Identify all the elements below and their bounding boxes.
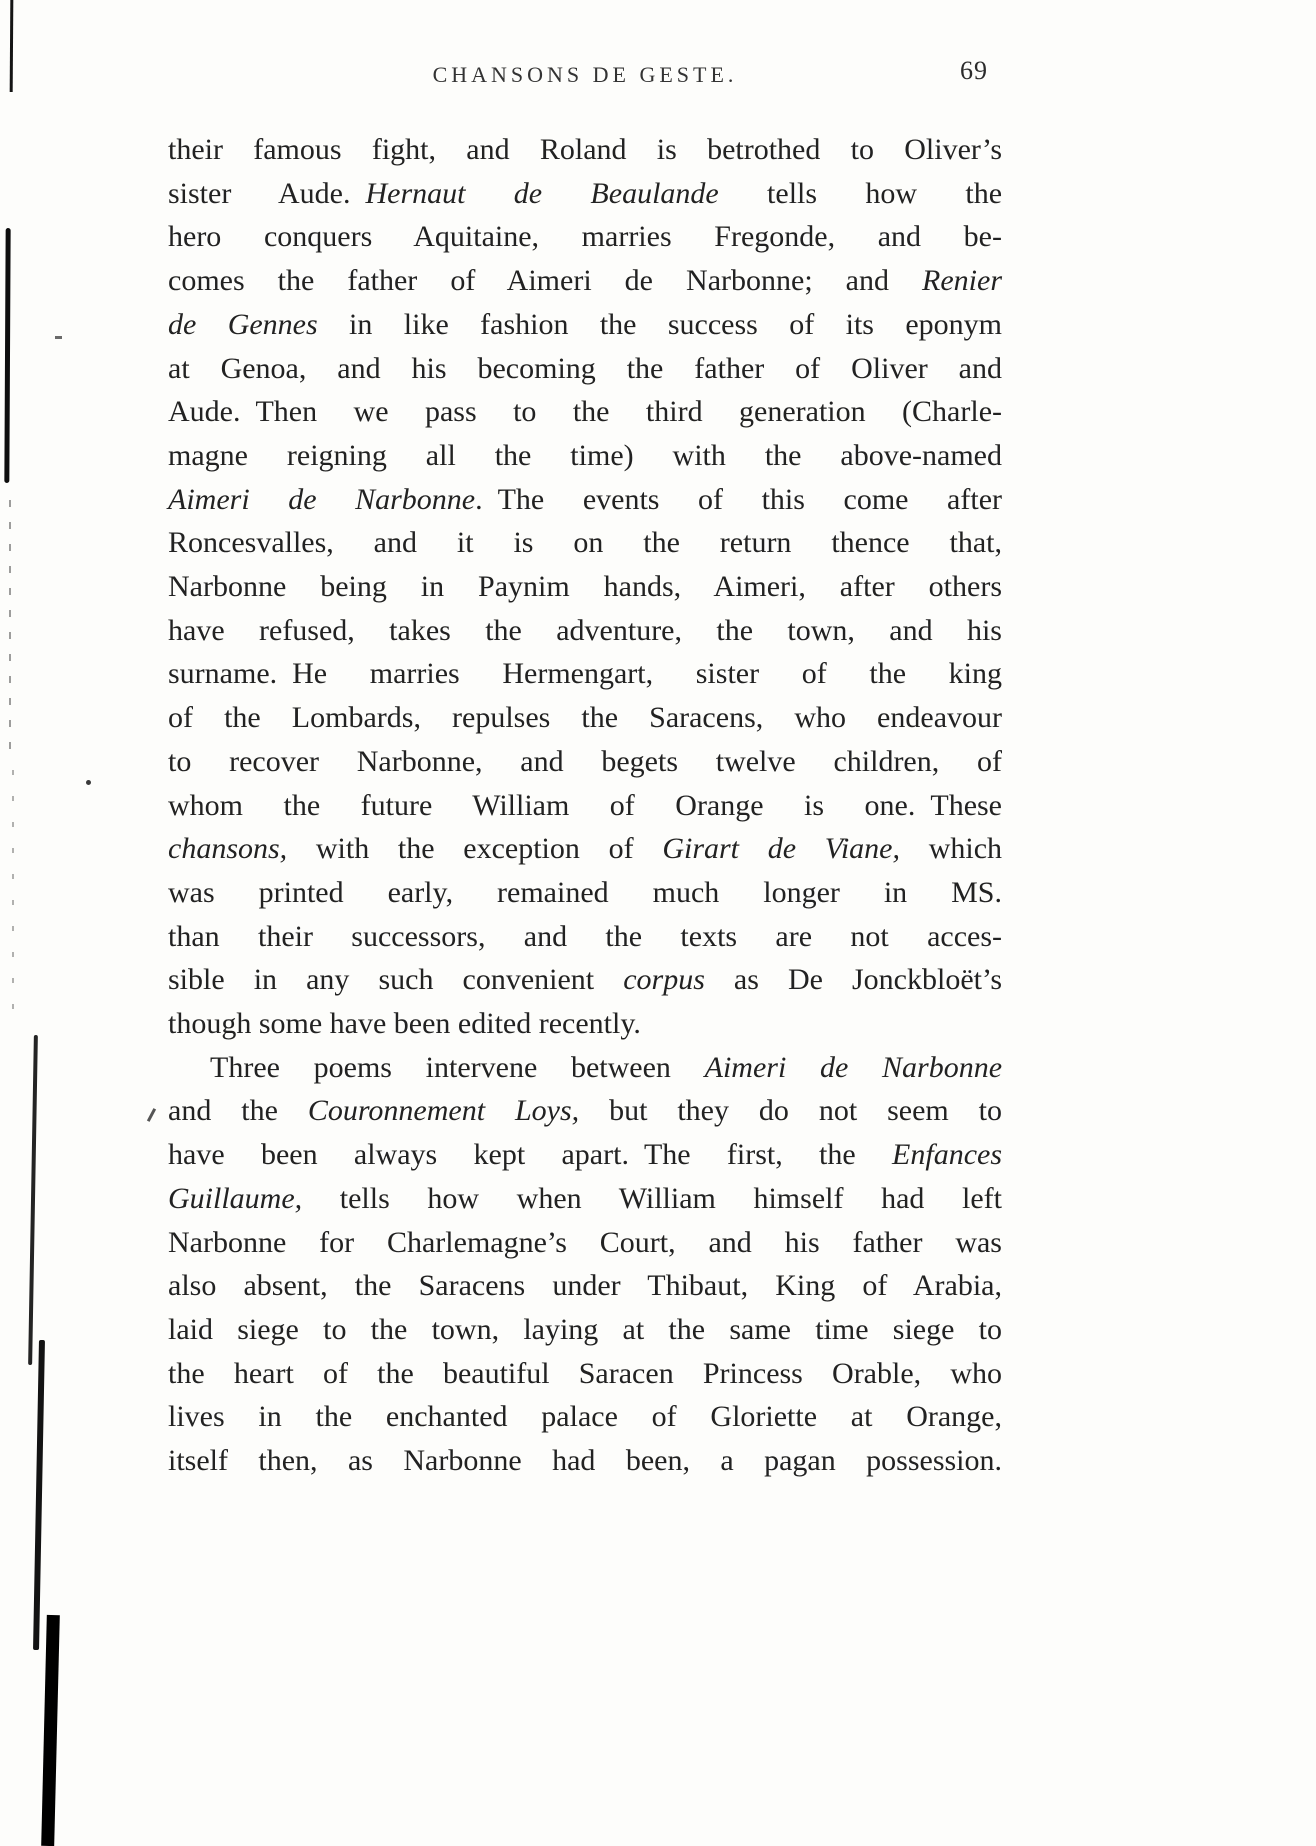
text-line <box>168 347 1002 391</box>
text-segment: comes the father of Aimeri de Narbonne; and <box>168 264 923 298</box>
text-segment: as De Jonckbloët’s <box>704 963 1002 997</box>
text-segment: than their successors, and the texts are not acces- <box>168 919 1002 953</box>
text-line <box>168 1133 1002 1177</box>
text-line <box>168 740 1002 784</box>
text-segment: with the exception of <box>287 832 663 866</box>
text-line <box>168 609 1002 653</box>
scan-artifact <box>28 1035 38 1365</box>
italic-title-segment: Girart de Viane, <box>662 832 900 866</box>
text-line <box>168 1439 1002 1483</box>
text-segment: lives in the enchanted palace of Gloriette at Orange, <box>168 1400 1002 1434</box>
text-segment: itself then, as Narbonne had been, a pagan possession. <box>168 1444 1002 1478</box>
text-line <box>168 1221 1002 1265</box>
text-segment: the heart of the beautiful Saracen Princess Orable, who <box>168 1356 1002 1390</box>
text-segment: Narbonne being in Paynim hands, Aimeri, after others <box>168 570 1002 604</box>
text-segment: . The events of this come after <box>475 482 1002 516</box>
italic-title-segment: de Gennes <box>168 307 318 341</box>
text-segment: Aude. Then we pass to the third generation (Charle- <box>168 395 1002 429</box>
page-number: 69 <box>960 56 988 85</box>
text-line <box>168 303 1002 347</box>
text-segment: of the Lombards, repulses the Saracens, who endeavour <box>168 701 1002 735</box>
text-segment: Three poems intervene between <box>210 1050 705 1084</box>
text-segment: sister Aude. <box>168 176 366 210</box>
text-segment: Roncesvalles, and it is on the return thence that, <box>168 526 1002 560</box>
text-line <box>168 259 1002 303</box>
text-segment: magne reigning all the time) with the above-named <box>168 438 1002 472</box>
text-segment: laid siege to the town, laying at the same time siege to <box>168 1312 1002 1346</box>
text-segment: have refused, takes the adventure, the town, and his <box>168 613 1002 647</box>
text-line <box>168 565 1002 609</box>
scan-artifact <box>10 0 14 92</box>
italic-title-segment: chansons, <box>168 832 288 866</box>
text-segment: though some have been edited recently. <box>168 1007 641 1041</box>
italic-title-segment: Renier <box>922 264 1002 298</box>
scan-artifact <box>12 770 14 1010</box>
running-header <box>168 56 1002 96</box>
text-segment: tells how when William himself had left <box>302 1181 1002 1215</box>
scan-artifact <box>9 500 11 760</box>
text-segment: have been always kept apart. The first, the <box>168 1138 893 1172</box>
text-line <box>168 1395 1002 1439</box>
chapter-title: CHANSONS DE GESTE. <box>432 62 738 87</box>
text-line <box>168 521 1002 565</box>
text-segment: surname. He marries Hermengart, sister of the king <box>168 657 1002 691</box>
italic-title-segment: Enfances <box>892 1138 1002 1172</box>
scan-artifact <box>33 1340 45 1650</box>
text-line <box>168 871 1002 915</box>
italic-title-segment: Hernaut de Beaulande <box>365 176 719 210</box>
text-line <box>168 1002 1002 1046</box>
text-line <box>168 478 1002 522</box>
italic-title-segment: Couronnement Loys, <box>307 1094 580 1128</box>
text-segment: tells how the <box>718 176 1003 210</box>
italic-title-segment: Guillaume, <box>168 1181 303 1215</box>
text-line <box>168 696 1002 740</box>
text-segment: but they do not seem to <box>579 1094 1002 1128</box>
text-line <box>168 1308 1002 1352</box>
text-segment: in like fashion the success of its eponym <box>317 307 1002 341</box>
text-segment: sible in any such convenient <box>168 963 624 997</box>
text-line <box>168 172 1002 216</box>
text-segment: and the <box>168 1094 308 1128</box>
text-segment: to recover Narbonne, and begets twelve children, of <box>168 744 1002 778</box>
text-line <box>168 1177 1002 1221</box>
scan-artifact <box>4 228 10 483</box>
text-segment: hero conquers Aquitaine, marries Fregonde, and be- <box>168 220 1002 254</box>
text-line <box>168 390 1002 434</box>
text-line <box>168 915 1002 959</box>
scan-artifact <box>86 780 91 785</box>
scan-artifact <box>55 336 62 339</box>
text-line <box>168 1089 1002 1133</box>
text-line <box>168 958 1002 1002</box>
text-line <box>168 652 1002 696</box>
body-text <box>168 128 1002 1483</box>
italic-title-segment: corpus <box>623 963 705 997</box>
text-line <box>168 128 1002 172</box>
text-segment: at Genoa, and his becoming the father of Oliver and <box>168 351 1002 385</box>
text-line <box>168 1352 1002 1396</box>
text-line <box>168 1264 1002 1308</box>
scan-artifact <box>41 1615 60 1846</box>
text-segment: was printed early, remained much longer in MS. <box>168 875 1002 909</box>
text-line <box>168 434 1002 478</box>
text-segment: whom the future William of Orange is one. These <box>168 788 1002 822</box>
italic-title-segment: Aimeri de Narbonne <box>168 482 476 516</box>
text-segment: also absent, the Saracens under Thibaut, King of Arabia, <box>168 1269 1002 1303</box>
text-segment: which <box>899 832 1003 866</box>
text-line <box>168 215 1002 259</box>
italic-title-segment: Aimeri de Narbonne <box>704 1050 1003 1084</box>
scan-artifact <box>147 1108 156 1122</box>
text-segment: Narbonne for Charlemagne’s Court, and his father was <box>168 1225 1002 1259</box>
text-line <box>168 784 1002 828</box>
text-segment: their famous fight, and Roland is betrothed to Oliver’s <box>168 133 1002 166</box>
text-line <box>168 827 1002 871</box>
text-line <box>168 1046 1002 1090</box>
